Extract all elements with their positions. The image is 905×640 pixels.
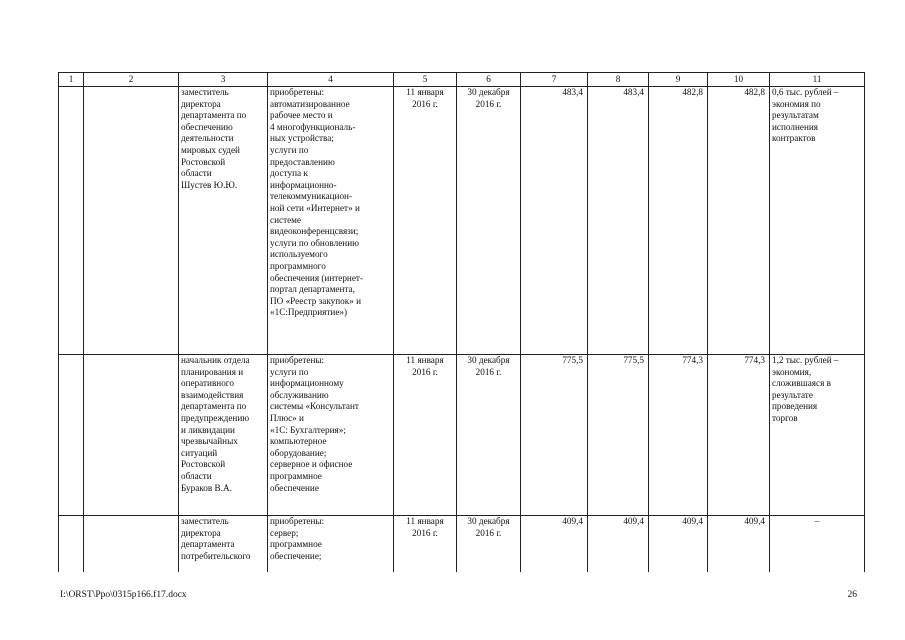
cell-start-date: 11 января 2016 г. [394, 516, 457, 572]
cell-end-date: 30 декабря 2016 г. [457, 87, 521, 355]
header-cell: 10 [708, 73, 770, 87]
cell-responsible-person: заместитель директора департамента потребительского [179, 516, 268, 572]
header-cell: 9 [649, 73, 708, 87]
cell-value-10: 774,3 [708, 355, 770, 516]
document-table [58, 72, 865, 572]
cell-start-date: 11 января 2016 г. [394, 87, 457, 355]
cell-note: 0,6 тыс. рублей – экономия по результатам исполнения контрактов [770, 87, 865, 355]
cell-end-date: 30 декабря 2016 г. [457, 516, 521, 572]
header-cell: 4 [268, 73, 394, 87]
header-cell: 7 [521, 73, 588, 87]
cell-value-7: 775,5 [521, 355, 588, 516]
header-cell: 1 [59, 73, 84, 87]
cell-value-9: 482,8 [649, 87, 708, 355]
page-number: 26 [847, 590, 857, 600]
table-row [59, 87, 865, 355]
header-cell: 6 [457, 73, 521, 87]
header-cell: 2 [84, 73, 179, 87]
table-row [59, 516, 865, 572]
cell-start-date: 11 января 2016 г. [394, 355, 457, 516]
cell-blank [84, 516, 179, 572]
footer-file-path: I:\ORST\Ppo\0315p166.f17.docx [60, 590, 187, 600]
cell-value-9: 774,3 [649, 355, 708, 516]
table-row [59, 355, 865, 516]
cell-description: приобретены: услуги по информационному обслуживанию системы «Консультант Плюс» и «1С: Бухгалтерия»; компьютерное оборудование; серверное и офисное программное обеспечение [268, 355, 394, 516]
cell-value-7: 483,4 [521, 87, 588, 355]
cell-end-date: 30 декабря 2016 г. [457, 355, 521, 516]
cell-responsible-person: заместитель директора департамента по обеспечению деятельности мировых судей Ростовской области Шустев Ю.Ю. [179, 87, 268, 355]
header-cell: 3 [179, 73, 268, 87]
cell-blank [84, 355, 179, 516]
cell-number [59, 516, 84, 572]
cell-responsible-person: начальник отдела планирования и оперативного взаимодействия департамента по предупреждению и ликвидации чрезвычайных ситуаций Ростовской области Бураков В.А. [179, 355, 268, 516]
cell-value-7: 409,4 [521, 516, 588, 572]
cell-value-10: 482,8 [708, 87, 770, 355]
cell-value-10: 409,4 [708, 516, 770, 572]
cell-number [59, 87, 84, 355]
cell-value-8: 775,5 [588, 355, 649, 516]
cell-value-8: 483,4 [588, 87, 649, 355]
header-cell: 8 [588, 73, 649, 87]
cell-value-8: 409,4 [588, 516, 649, 572]
cell-number [59, 355, 84, 516]
cell-description: приобретены: автоматизированное рабочее место и 4 многофункциональ- ных устройства; услуги по предоставлению доступа к информационно- телекоммуникацион- ной сети «Интернет» и системе видеоконференцсвязи; услуги по обновлению используемого программного обеспечения (интернет- портал департамента, ПО «Реестр закупок» и «1С:Предприятие») [268, 87, 394, 355]
cell-blank [84, 87, 179, 355]
cell-note: – [770, 516, 865, 572]
cell-description: приобретены: сервер; программное обеспечение; [268, 516, 394, 572]
cell-note: 1,2 тыс. рублей – экономия, сложившаяся в результате проведения торгов [770, 355, 865, 516]
table-header-row [59, 73, 865, 87]
cell-value-9: 409,4 [649, 516, 708, 572]
header-cell: 11 [770, 73, 865, 87]
header-cell: 5 [394, 73, 457, 87]
